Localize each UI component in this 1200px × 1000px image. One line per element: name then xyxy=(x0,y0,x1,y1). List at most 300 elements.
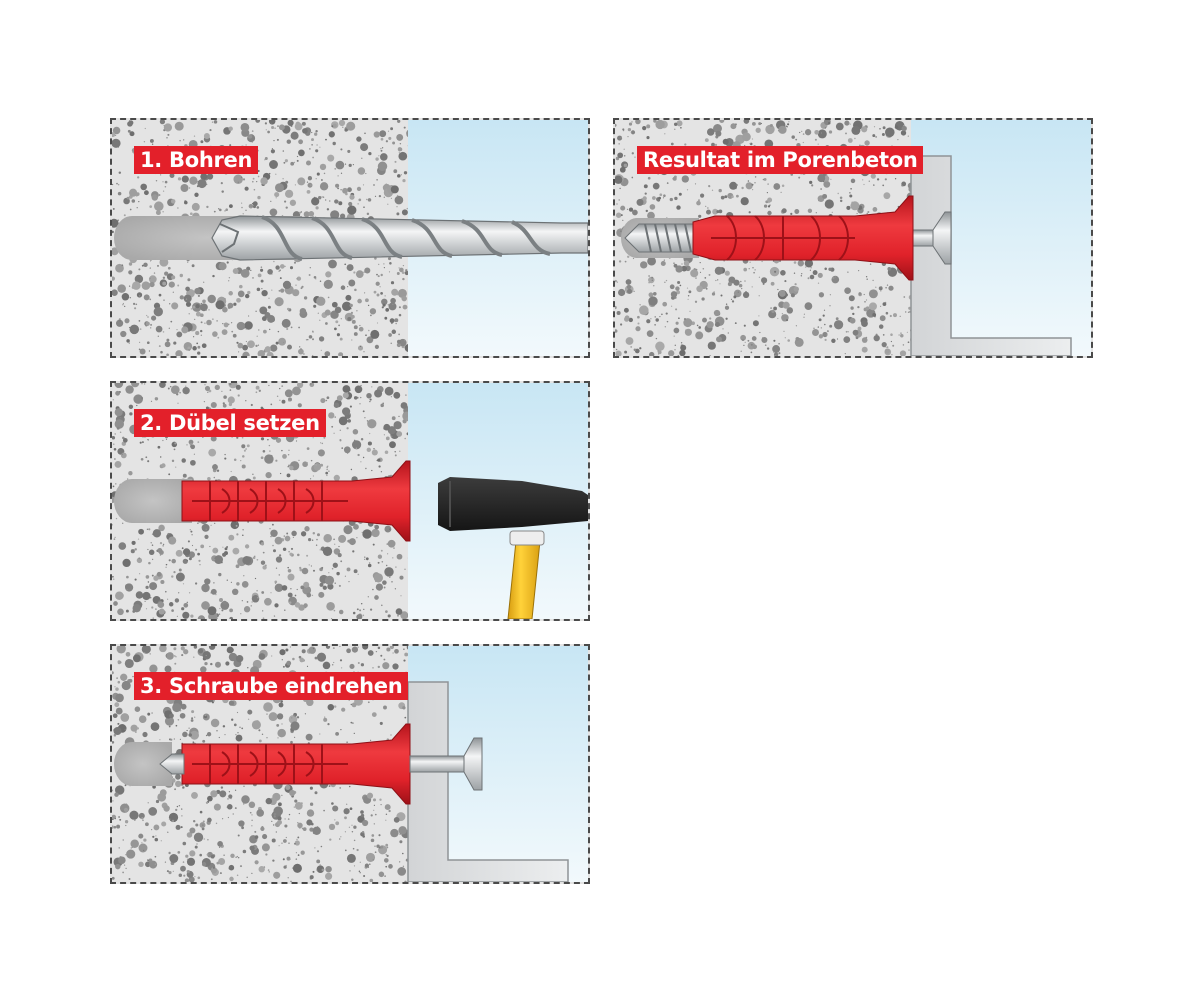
concrete-pore xyxy=(242,464,246,468)
concrete-pore xyxy=(368,564,372,568)
concrete-pore xyxy=(655,120,664,129)
concrete-pore xyxy=(874,126,875,127)
concrete-pore xyxy=(307,447,310,450)
concrete-pore xyxy=(318,449,325,456)
concrete-pore xyxy=(250,207,251,208)
concrete-pore xyxy=(307,190,311,194)
concrete-pore xyxy=(352,550,354,552)
concrete-pore xyxy=(189,850,195,856)
concrete-pore xyxy=(269,445,270,446)
concrete-pore xyxy=(256,206,259,209)
concrete-pore xyxy=(265,122,267,124)
concrete-pore xyxy=(306,462,307,463)
concrete-pore xyxy=(124,865,125,866)
concrete-pore xyxy=(256,391,258,393)
concrete-pore xyxy=(347,419,351,423)
concrete-pore xyxy=(630,346,632,348)
concrete-pore xyxy=(275,174,276,175)
concrete-pore xyxy=(310,875,314,879)
concrete-pore xyxy=(261,288,262,289)
concrete-pore xyxy=(900,334,903,337)
concrete-pore xyxy=(650,204,656,210)
concrete-pore xyxy=(133,654,141,662)
concrete-pore xyxy=(143,838,146,841)
concrete-pore xyxy=(391,198,392,199)
concrete-pore xyxy=(373,798,376,801)
concrete-pore xyxy=(182,547,184,549)
concrete-pore xyxy=(117,284,126,293)
concrete-pore xyxy=(280,264,285,269)
concrete-pore xyxy=(134,548,136,550)
concrete-pore xyxy=(172,820,174,822)
concrete-pore xyxy=(308,176,312,180)
concrete-pore xyxy=(138,557,140,559)
concrete-pore xyxy=(382,580,387,585)
concrete-pore xyxy=(139,349,141,351)
concrete-pore xyxy=(265,472,271,478)
concrete-pore xyxy=(172,703,181,712)
concrete-pore xyxy=(206,320,212,326)
concrete-pore xyxy=(327,396,330,399)
concrete-pore xyxy=(645,192,647,194)
concrete-pore xyxy=(386,647,390,651)
concrete-pore xyxy=(192,346,196,350)
concrete-pore xyxy=(659,316,660,317)
concrete-pore xyxy=(403,649,404,650)
concrete-pore xyxy=(347,286,348,287)
concrete-pore xyxy=(241,203,242,204)
concrete-pore xyxy=(790,213,792,215)
concrete-pore xyxy=(647,330,654,337)
concrete-pore xyxy=(712,190,713,191)
concrete-pore xyxy=(364,417,365,418)
concrete-pore xyxy=(242,352,249,356)
concrete-pore xyxy=(160,554,161,555)
concrete-pore xyxy=(744,280,746,282)
concrete-pore xyxy=(261,437,264,440)
concrete-pore xyxy=(723,139,729,145)
concrete-pore xyxy=(880,290,881,291)
concrete-pore xyxy=(354,733,355,734)
concrete-pore xyxy=(883,334,885,336)
concrete-pore xyxy=(349,413,351,415)
concrete-pore xyxy=(386,140,388,142)
concrete-pore xyxy=(333,662,334,663)
concrete-pore xyxy=(183,548,190,555)
concrete-pore xyxy=(384,875,386,877)
concrete-pore xyxy=(357,187,361,191)
concrete-pore xyxy=(120,674,127,681)
concrete-pore xyxy=(118,816,120,818)
concrete-pore xyxy=(905,311,906,312)
concrete-pore xyxy=(135,731,137,733)
concrete-pore xyxy=(213,582,214,583)
concrete-pore xyxy=(149,299,151,301)
concrete-pore xyxy=(321,846,323,848)
concrete-pore xyxy=(340,430,341,431)
concrete-pore xyxy=(154,307,163,316)
concrete-pore xyxy=(328,297,330,299)
concrete-pore xyxy=(632,210,638,216)
concrete-pore xyxy=(378,275,380,277)
concrete-pore xyxy=(114,792,118,796)
concrete-pore xyxy=(317,533,320,536)
concrete-pore xyxy=(368,330,370,332)
concrete-pore xyxy=(160,789,167,796)
concrete-pore xyxy=(819,334,823,338)
concrete-pore xyxy=(869,181,870,182)
concrete-pore xyxy=(178,719,180,721)
concrete-pore xyxy=(616,349,617,350)
concrete-pore xyxy=(191,719,194,722)
concrete-pore xyxy=(351,825,352,826)
concrete-pore xyxy=(182,324,183,325)
concrete-pore xyxy=(221,609,223,611)
concrete-pore xyxy=(113,486,115,488)
concrete-pore xyxy=(136,591,143,598)
concrete-pore xyxy=(255,578,256,579)
concrete-pore xyxy=(116,825,120,829)
concrete-pore xyxy=(388,257,391,260)
concrete-pore xyxy=(125,825,126,826)
concrete-pore xyxy=(121,453,127,459)
concrete-pore xyxy=(689,311,690,312)
concrete-pore xyxy=(254,189,256,191)
concrete-pore xyxy=(383,706,387,710)
concrete-pore xyxy=(847,271,848,272)
concrete-pore xyxy=(678,355,679,356)
concrete-pore xyxy=(222,553,226,557)
concrete-pore xyxy=(206,735,207,736)
concrete-pore xyxy=(185,878,189,882)
concrete-pore xyxy=(278,271,279,272)
concrete-pore xyxy=(137,176,139,178)
concrete-pore xyxy=(153,529,161,537)
concrete-pore xyxy=(346,648,351,653)
concrete-pore xyxy=(301,211,302,212)
concrete-pore xyxy=(685,329,692,336)
concrete-pore xyxy=(163,331,165,333)
concrete-pore xyxy=(243,213,244,214)
concrete-pore xyxy=(287,308,290,311)
concrete-pore xyxy=(334,610,336,612)
concrete-pore xyxy=(207,392,208,393)
concrete-pore xyxy=(216,550,217,551)
concrete-pore xyxy=(329,838,331,840)
concrete-pore xyxy=(735,123,737,125)
concrete-pore xyxy=(771,310,774,313)
concrete-pore xyxy=(113,713,118,718)
concrete-pore xyxy=(211,855,215,859)
concrete-pore xyxy=(229,653,237,661)
concrete-pore xyxy=(666,280,667,281)
concrete-pore xyxy=(171,609,174,612)
concrete-pore xyxy=(117,386,118,387)
concrete-pore xyxy=(315,464,317,466)
concrete-pore xyxy=(252,277,254,279)
concrete-pore xyxy=(371,470,372,471)
concrete-pore xyxy=(279,290,281,292)
concrete-pore xyxy=(364,556,365,557)
concrete-pore xyxy=(287,473,291,477)
concrete-pore xyxy=(782,313,783,314)
concrete-pore xyxy=(155,856,157,858)
concrete-pore xyxy=(339,646,340,647)
concrete-pore xyxy=(726,304,727,305)
concrete-pore xyxy=(148,859,152,863)
concrete-pore xyxy=(236,735,243,742)
concrete-pore xyxy=(275,583,276,584)
concrete-pore xyxy=(128,679,132,683)
concrete-pore xyxy=(227,647,234,654)
concrete-pore xyxy=(751,184,753,186)
concrete-pore xyxy=(118,542,126,550)
concrete-pore xyxy=(346,741,347,742)
concrete-pore xyxy=(282,319,291,328)
concrete-pore xyxy=(708,342,716,350)
concrete-pore xyxy=(365,468,366,469)
concrete-pore xyxy=(265,853,267,855)
concrete-pore xyxy=(339,787,341,789)
concrete-pore xyxy=(169,602,174,607)
concrete-pore xyxy=(197,351,200,354)
concrete-pore xyxy=(120,320,121,321)
concrete-pore xyxy=(848,331,849,332)
concrete-pore xyxy=(256,386,260,390)
concrete-pore xyxy=(301,531,306,536)
concrete-pore xyxy=(334,168,336,170)
concrete-pore xyxy=(741,197,749,205)
concrete-pore xyxy=(277,729,286,738)
concrete-pore xyxy=(139,573,140,574)
concrete-pore xyxy=(207,732,211,736)
concrete-pore xyxy=(174,663,176,665)
concrete-pore xyxy=(405,269,407,271)
concrete-pore xyxy=(198,295,200,297)
concrete-pore xyxy=(153,824,159,830)
concrete-pore xyxy=(810,267,811,268)
concrete-pore xyxy=(617,311,621,315)
concrete-pore xyxy=(863,184,864,185)
concrete-pore xyxy=(191,717,193,719)
concrete-pore xyxy=(908,312,910,314)
concrete-pore xyxy=(242,455,245,458)
concrete-pore xyxy=(825,199,834,208)
concrete-pore xyxy=(195,181,196,182)
concrete-pore xyxy=(174,449,176,451)
concrete-pore xyxy=(402,179,405,182)
concrete-pore xyxy=(320,398,325,403)
concrete-pore xyxy=(292,658,295,661)
concrete-pore xyxy=(347,854,356,863)
concrete-pore xyxy=(162,181,163,182)
concrete-pore xyxy=(206,529,207,530)
concrete-pore xyxy=(286,533,288,535)
concrete-pore xyxy=(358,647,359,648)
concrete-pore xyxy=(384,567,393,576)
concrete-pore xyxy=(268,298,269,299)
concrete-pore xyxy=(192,203,200,211)
concrete-pore xyxy=(746,182,753,189)
concrete-pore xyxy=(627,209,628,210)
concrete-pore xyxy=(228,291,233,296)
concrete-pore xyxy=(190,460,196,466)
concrete-pore xyxy=(306,734,313,741)
concrete-pore xyxy=(224,322,229,327)
concrete-pore xyxy=(229,127,233,131)
concrete-pore xyxy=(236,385,241,390)
concrete-pore xyxy=(389,302,397,310)
concrete-pore xyxy=(392,142,395,145)
concrete-pore xyxy=(393,652,394,653)
concrete-pore xyxy=(283,162,285,164)
concrete-pore xyxy=(183,583,184,584)
concrete-pore xyxy=(271,123,272,124)
concrete-pore xyxy=(112,524,113,525)
concrete-pore xyxy=(634,291,635,292)
concrete-pore xyxy=(353,848,355,850)
concrete-pore xyxy=(754,269,755,270)
concrete-pore xyxy=(340,659,342,661)
concrete-pore xyxy=(832,212,833,213)
concrete-pore xyxy=(627,289,632,294)
concrete-pore xyxy=(185,855,188,858)
concrete-pore xyxy=(250,270,251,271)
concrete-pore xyxy=(883,126,886,129)
concrete-pore xyxy=(196,843,197,844)
concrete-pore xyxy=(212,275,214,277)
concrete-pore xyxy=(891,354,892,355)
concrete-pore xyxy=(359,609,361,611)
concrete-pore xyxy=(900,316,901,317)
concrete-pore xyxy=(163,190,164,191)
concrete-pore xyxy=(297,156,298,157)
concrete-pore xyxy=(387,204,388,205)
concrete-pore xyxy=(810,275,815,280)
concrete-pore xyxy=(316,545,317,546)
concrete-pore xyxy=(238,394,240,396)
concrete-pore xyxy=(162,211,163,212)
concrete-pore xyxy=(120,431,122,433)
concrete-pore xyxy=(271,655,272,656)
concrete-pore xyxy=(159,194,161,196)
concrete-pore xyxy=(223,601,227,605)
concrete-pore xyxy=(212,318,213,319)
concrete-pore xyxy=(374,845,375,846)
concrete-pore xyxy=(122,264,124,266)
concrete-pore xyxy=(647,257,656,266)
concrete-pore xyxy=(326,400,328,402)
concrete-pore xyxy=(260,177,267,184)
concrete-pore xyxy=(272,545,274,547)
concrete-pore xyxy=(178,177,181,180)
concrete-pore xyxy=(210,790,217,797)
concrete-pore xyxy=(837,338,838,339)
concrete-pore xyxy=(380,404,384,408)
concrete-pore xyxy=(235,857,236,858)
step-3-label: 3. Schraube eindrehen xyxy=(134,672,408,700)
concrete-pore xyxy=(371,839,375,843)
concrete-pore xyxy=(141,383,142,384)
concrete-pore xyxy=(160,120,165,124)
concrete-pore xyxy=(310,383,312,385)
concrete-pore xyxy=(353,271,355,273)
concrete-pore xyxy=(225,661,229,665)
concrete-pore xyxy=(279,388,280,389)
concrete-pore xyxy=(293,864,302,873)
concrete-pore xyxy=(144,383,145,384)
concrete-pore xyxy=(840,197,843,200)
concrete-pore xyxy=(154,272,155,273)
concrete-pore xyxy=(388,540,396,548)
concrete-pore xyxy=(719,120,724,123)
concrete-pore xyxy=(229,609,233,613)
concrete-pore xyxy=(393,169,397,173)
concrete-pore xyxy=(402,706,405,709)
concrete-pore xyxy=(848,138,853,143)
concrete-pore xyxy=(812,329,819,336)
concrete-pore xyxy=(398,826,406,834)
concrete-pore xyxy=(850,123,851,124)
concrete-pore xyxy=(359,403,360,404)
concrete-pore xyxy=(653,183,660,190)
concrete-pore xyxy=(112,231,114,234)
concrete-pore xyxy=(123,303,124,304)
concrete-pore xyxy=(650,318,651,319)
concrete-pore xyxy=(202,524,210,532)
concrete-pore xyxy=(716,336,722,342)
concrete-pore xyxy=(203,282,204,283)
concrete-pore xyxy=(362,529,372,539)
concrete-pore xyxy=(240,865,242,867)
concrete-pore xyxy=(207,173,213,179)
concrete-pore xyxy=(373,184,375,186)
concrete-pore xyxy=(309,383,314,387)
concrete-pore xyxy=(328,704,335,711)
concrete-pore xyxy=(134,307,136,309)
concrete-pore xyxy=(706,288,708,290)
concrete-pore xyxy=(258,345,259,346)
concrete-pore xyxy=(674,349,675,350)
concrete-pore xyxy=(345,164,346,165)
concrete-pore xyxy=(866,278,867,279)
concrete-pore xyxy=(401,578,403,580)
concrete-pore xyxy=(763,179,765,181)
concrete-pore xyxy=(276,724,279,727)
concrete-pore xyxy=(892,345,894,347)
concrete-pore xyxy=(202,862,206,866)
concrete-pore xyxy=(359,870,361,872)
concrete-pore xyxy=(339,585,341,587)
concrete-pore xyxy=(288,574,295,581)
concrete-pore xyxy=(288,454,289,455)
concrete-pore xyxy=(368,596,369,597)
concrete-pore xyxy=(767,183,768,184)
concrete-pore xyxy=(123,438,128,443)
concrete-pore xyxy=(360,346,361,347)
concrete-pore xyxy=(874,207,875,208)
concrete-pore xyxy=(819,318,822,321)
concrete-pore xyxy=(186,730,187,731)
concrete-pore xyxy=(130,325,140,335)
concrete-pore xyxy=(114,448,117,451)
concrete-pore xyxy=(867,213,868,214)
concrete-pore xyxy=(166,137,168,139)
concrete-pore xyxy=(709,317,711,319)
concrete-pore xyxy=(157,548,162,553)
concrete-pore xyxy=(161,463,165,467)
concrete-pore xyxy=(251,825,252,826)
